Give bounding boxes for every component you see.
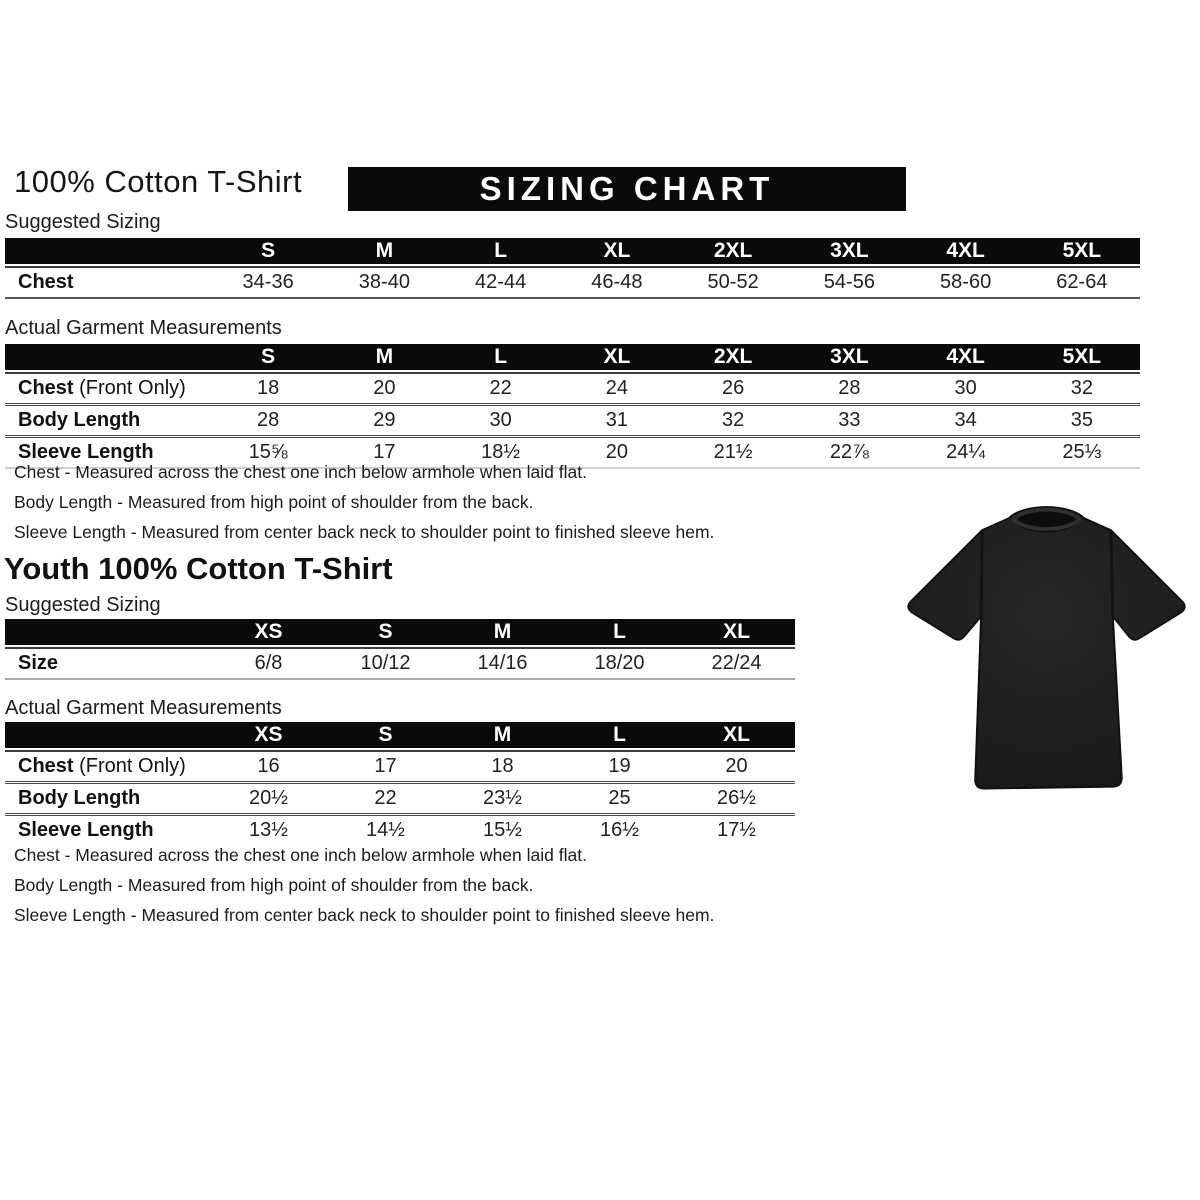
row-label: Sleeve Length <box>18 819 154 841</box>
measurement-cell: 23½ <box>483 787 522 809</box>
measurement-cell: 28 <box>838 377 861 399</box>
tshirt-armhole-seam-left <box>981 530 982 616</box>
size-column-header: M <box>493 723 512 746</box>
page-title: 100% Cotton T-Shirt <box>14 164 303 199</box>
youth-actual-measurements-table <box>5 722 795 845</box>
measurement-cell: 30 <box>954 377 977 399</box>
measurement-cell: 17½ <box>717 819 756 841</box>
youth-actual-measurements-label: Actual Garment Measurements <box>5 697 282 719</box>
adult-actual-measurements-label: Actual Garment Measurements <box>5 317 282 339</box>
table-row-sleeve-length <box>5 813 795 845</box>
measurement-cell: 20 <box>373 377 396 399</box>
size-column-header: 3XL <box>830 345 869 368</box>
size-column-header: L <box>613 723 626 746</box>
table-header-row <box>5 238 1140 264</box>
size-column-header: S <box>261 239 276 262</box>
measurement-cell: 15⅝ <box>248 441 288 463</box>
size-column-header: XL <box>603 239 631 262</box>
tshirt-body <box>908 507 1184 788</box>
note-line: Sleeve Length - Measured from center back neck to shoulder point to finished sleeve hem. <box>14 522 715 542</box>
measurement-cell: 19 <box>608 755 631 777</box>
measurement-cell: 58-60 <box>940 271 992 293</box>
measurement-cell: 18/20 <box>594 652 645 674</box>
table-row-chest <box>5 750 795 781</box>
size-column-header: 4XL <box>946 345 985 368</box>
youth-page-title: Youth 100% Cotton T-Shirt <box>4 551 393 586</box>
measurement-cell: 20 <box>605 441 628 463</box>
table-row-chest <box>5 266 1140 297</box>
size-column-header: 2XL <box>713 345 753 368</box>
size-column-header: XL <box>723 723 750 746</box>
size-column-header: M <box>493 620 512 643</box>
measurement-cell: 46-48 <box>591 271 643 293</box>
measurement-cell: 15½ <box>483 819 522 841</box>
measurement-cell: 32 <box>722 409 745 431</box>
size-column-header: XL <box>723 620 750 643</box>
adult-suggested-sizing-label: Suggested Sizing <box>5 211 161 233</box>
measurement-cell: 17 <box>373 441 396 463</box>
measurement-cell: 31 <box>605 409 628 431</box>
measurement-cell: 18 <box>257 377 280 399</box>
measurement-cell: 10/12 <box>360 652 411 674</box>
measurement-cell: 24¼ <box>946 441 986 463</box>
measurement-cell: 54-56 <box>823 271 875 293</box>
measurement-cell: 34 <box>954 409 977 431</box>
row-label: Body Length <box>18 787 141 809</box>
row-label: Chest (Front Only) <box>18 755 186 777</box>
size-column-header: M <box>375 345 394 368</box>
size-column-header: XS <box>254 620 283 643</box>
measurement-cell: 33 <box>838 409 861 431</box>
measurement-cell: 16½ <box>600 819 639 841</box>
table-row-body-length <box>5 403 1140 435</box>
measurement-cell: 30 <box>489 409 512 431</box>
sizing-chart-banner <box>348 167 906 211</box>
measurement-cell: 34-36 <box>242 271 294 293</box>
size-column-header: S <box>261 345 276 368</box>
size-column-header: S <box>378 723 393 746</box>
table-row-body-length <box>5 781 795 813</box>
adult-suggested-sizing-table <box>5 238 1140 299</box>
size-column-header: M <box>375 239 394 262</box>
measurement-cell: 14/16 <box>477 652 528 674</box>
measurement-cell: 25⅓ <box>1062 441 1102 463</box>
size-column-header: L <box>613 620 626 643</box>
size-column-header: 5XL <box>1062 345 1102 368</box>
measurement-cell: 22 <box>489 377 512 399</box>
size-column-header: 3XL <box>830 239 869 262</box>
measurement-cell: 14½ <box>366 819 405 841</box>
tshirt-image <box>898 488 1195 806</box>
adult-actual-measurements-table <box>5 344 1140 469</box>
size-column-header: 5XL <box>1062 239 1102 262</box>
note-line: Chest - Measured across the chest one inch below armhole when laid flat. <box>14 845 587 865</box>
size-column-header: XL <box>603 345 631 368</box>
row-label: Chest (Front Only) <box>18 377 186 399</box>
measurement-cell: 6/8 <box>254 652 283 674</box>
measurement-cell: 24 <box>605 377 628 399</box>
measurement-cell: 16 <box>257 755 280 777</box>
note-line: Body Length - Measured from high point of shoulder from the back. <box>14 492 534 512</box>
table-header-row <box>5 619 795 645</box>
measurement-cell: 22⅞ <box>829 441 869 463</box>
measurement-cell: 18 <box>491 755 514 777</box>
measurement-cell: 32 <box>1070 377 1093 399</box>
measurement-cell: 22 <box>374 787 397 809</box>
row-label: Body Length <box>18 409 141 431</box>
row-label: Sleeve Length <box>18 441 154 463</box>
note-line: Sleeve Length - Measured from center back neck to shoulder point to finished sleeve hem. <box>14 905 715 925</box>
measurement-cell: 17 <box>374 755 397 777</box>
size-column-header: 2XL <box>713 239 753 262</box>
row-label: Size <box>18 652 59 674</box>
note-line: Body Length - Measured from high point of shoulder from the back. <box>14 875 534 895</box>
table-row-size <box>5 647 795 678</box>
table-header-row <box>5 722 795 748</box>
measurement-cell: 22/24 <box>711 652 762 674</box>
sizing-chart-banner-label: SIZING CHART <box>479 170 775 207</box>
measurement-cell: 20½ <box>249 787 288 809</box>
measurement-cell: 29 <box>373 409 396 431</box>
size-column-header: S <box>378 620 393 643</box>
youth-suggested-sizing-label: Suggested Sizing <box>5 594 161 616</box>
measurement-cell: 50-52 <box>707 271 759 293</box>
measurement-cell: 26 <box>722 377 745 399</box>
measurement-cell: 28 <box>257 409 280 431</box>
measurement-cell: 18½ <box>481 441 521 463</box>
youth-suggested-sizing-table <box>5 619 795 680</box>
measurement-cell: 21½ <box>713 441 753 463</box>
table-header-row <box>5 344 1140 370</box>
size-column-header: 4XL <box>946 239 985 262</box>
size-column-header: L <box>494 345 508 368</box>
table-row-chest <box>5 372 1140 403</box>
measurement-cell: 38-40 <box>358 271 410 293</box>
size-column-header: L <box>494 239 508 262</box>
tshirt-armhole-seam-right <box>1111 530 1113 616</box>
size-column-header: XS <box>254 723 283 746</box>
measurement-cell: 13½ <box>249 819 288 841</box>
measurement-cell: 26½ <box>717 787 756 809</box>
measurement-cell: 25 <box>608 787 631 809</box>
note-line: Chest - Measured across the chest one inch below armhole when laid flat. <box>14 462 587 482</box>
row-label: Chest <box>18 271 74 293</box>
measurement-cell: 42-44 <box>475 271 527 293</box>
measurement-cell: 20 <box>725 755 748 777</box>
measurement-cell: 62-64 <box>1056 271 1108 293</box>
measurement-cell: 35 <box>1070 409 1093 431</box>
